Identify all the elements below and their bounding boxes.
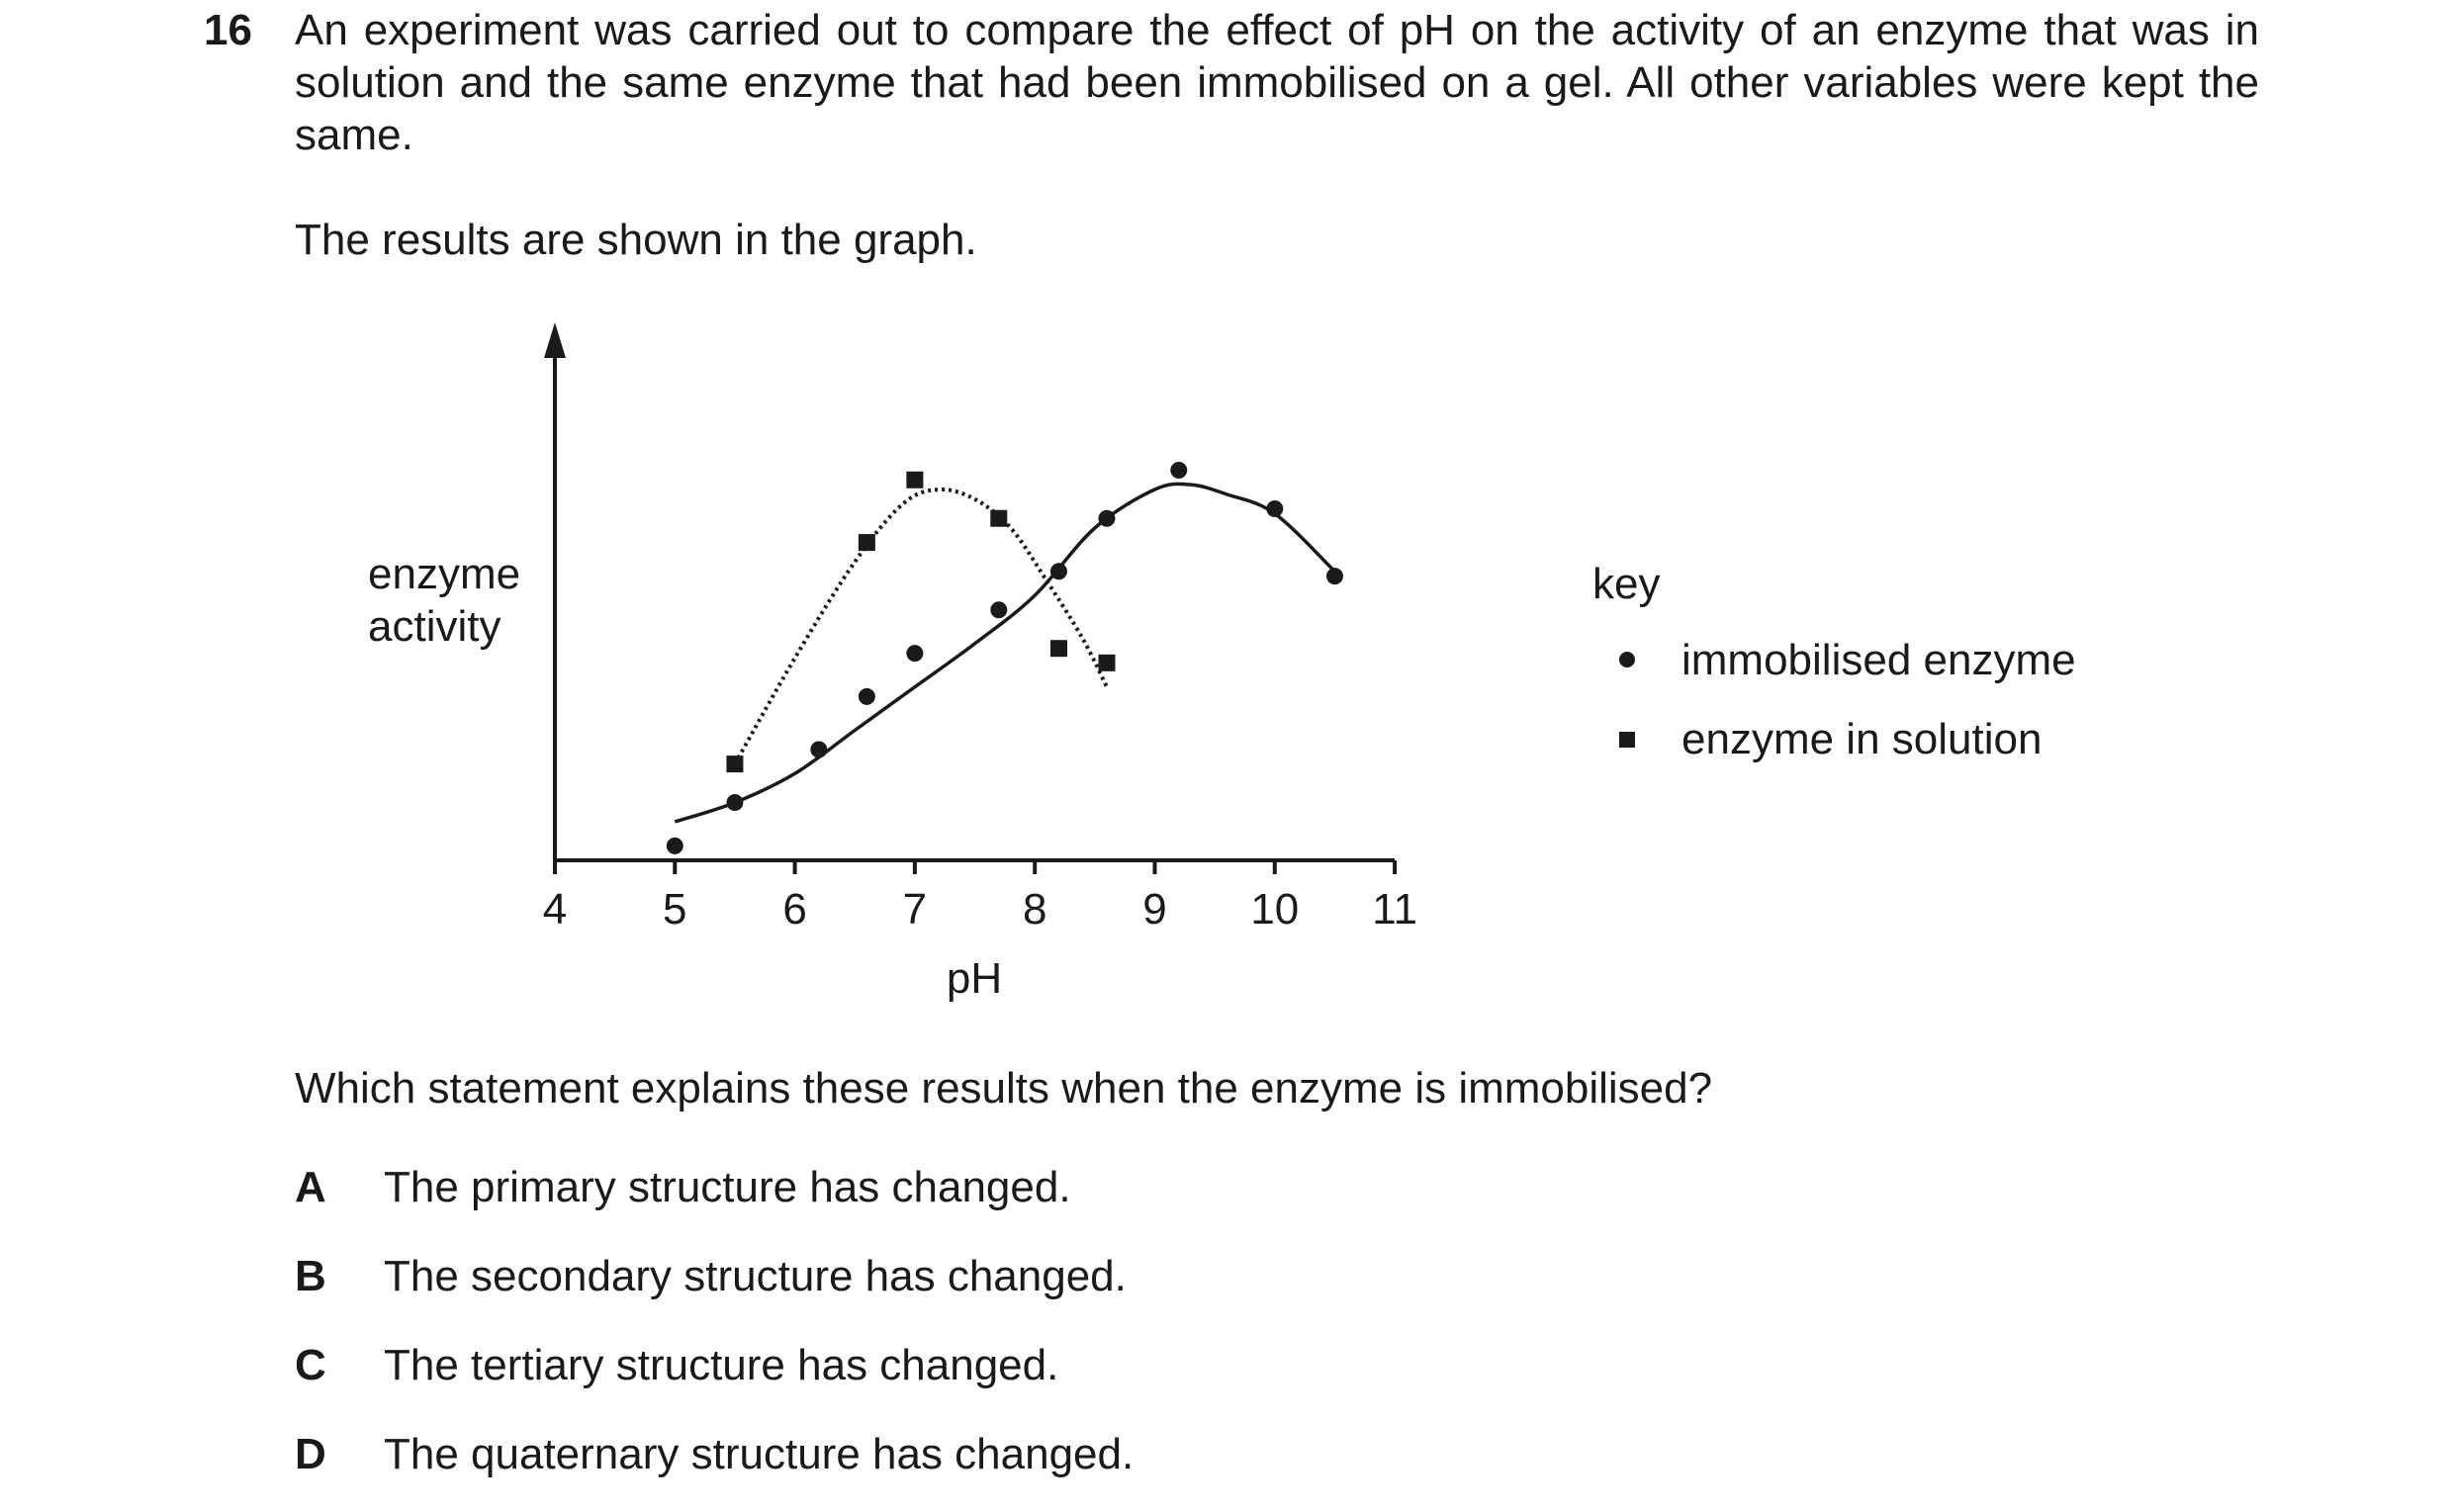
y-axis-label-line-1: enzyme [368, 550, 521, 598]
graph-labels [368, 550, 1002, 1003]
x-tick-label: 8 [1022, 885, 1047, 934]
question-prompt: Which statement explains these results when the enzyme is immobilised? [295, 1064, 1713, 1112]
x-tick-label: 7 [902, 885, 928, 934]
graph-curves [675, 484, 1334, 822]
immobilised-point [906, 645, 923, 662]
y-axis-arrow [544, 322, 566, 358]
graph-intro: The results are shown in the graph. [295, 216, 977, 264]
immobilised-point [1050, 563, 1067, 579]
x-tick-label: 5 [663, 885, 687, 934]
immobilised-curve [675, 484, 1334, 822]
immobilised-point [1170, 462, 1187, 479]
immobilised-point [667, 838, 683, 854]
chart-legend [1592, 560, 2076, 763]
option-c-letter: C [295, 1341, 326, 1389]
x-axis-label: pH [946, 954, 1003, 1003]
x-tick-label: 10 [1250, 885, 1300, 934]
y-axis-label-line-2: activity [368, 602, 501, 651]
solution-point [906, 472, 923, 489]
legend-immobilised-label: immobilised enzyme [1681, 636, 2076, 684]
option-d-text: The quaternary structure has changed. [384, 1430, 1135, 1478]
legend-circle-marker [1619, 652, 1635, 667]
solution-point [859, 534, 875, 551]
solution-curve [735, 489, 1107, 764]
immobilised-point [859, 688, 875, 705]
option-d-letter: D [295, 1430, 326, 1478]
x-tick-label: 11 [1372, 885, 1417, 934]
immobilised-point [810, 741, 827, 757]
solution-point [990, 510, 1007, 527]
immobilised-point [990, 601, 1007, 618]
solution-point [1050, 640, 1067, 657]
question-stem: An experiment was carried out to compare the effect of pH on the activity of an enzyme that was in solution and the same enzyme that had been immobilised on a gel. All other variables were kept the same. [295, 6, 2259, 159]
option-a-text: The primary structure has changed. [384, 1163, 1071, 1211]
option-b-letter: B [295, 1252, 326, 1300]
immobilised-point [1098, 510, 1115, 527]
immobilised-point [1326, 568, 1343, 584]
option-a-letter: A [295, 1163, 326, 1211]
graph-points [667, 462, 1343, 854]
immobilised-point [1266, 500, 1283, 517]
option-b-text: The secondary structure has changed. [384, 1252, 1127, 1300]
option-c-text: The tertiary structure has changed. [384, 1341, 1059, 1389]
x-tick-label: 4 [542, 885, 568, 934]
x-tick-label: 9 [1142, 885, 1167, 934]
solution-point [726, 756, 743, 772]
legend-square-marker [1619, 732, 1635, 748]
solution-point [1098, 655, 1115, 671]
question-number: 16 [204, 6, 252, 54]
immobilised-point [726, 794, 743, 811]
x-tick-label: 6 [782, 885, 807, 934]
legend-solution-label: enzyme in solution [1681, 715, 2043, 763]
legend-title: key [1592, 560, 1661, 608]
